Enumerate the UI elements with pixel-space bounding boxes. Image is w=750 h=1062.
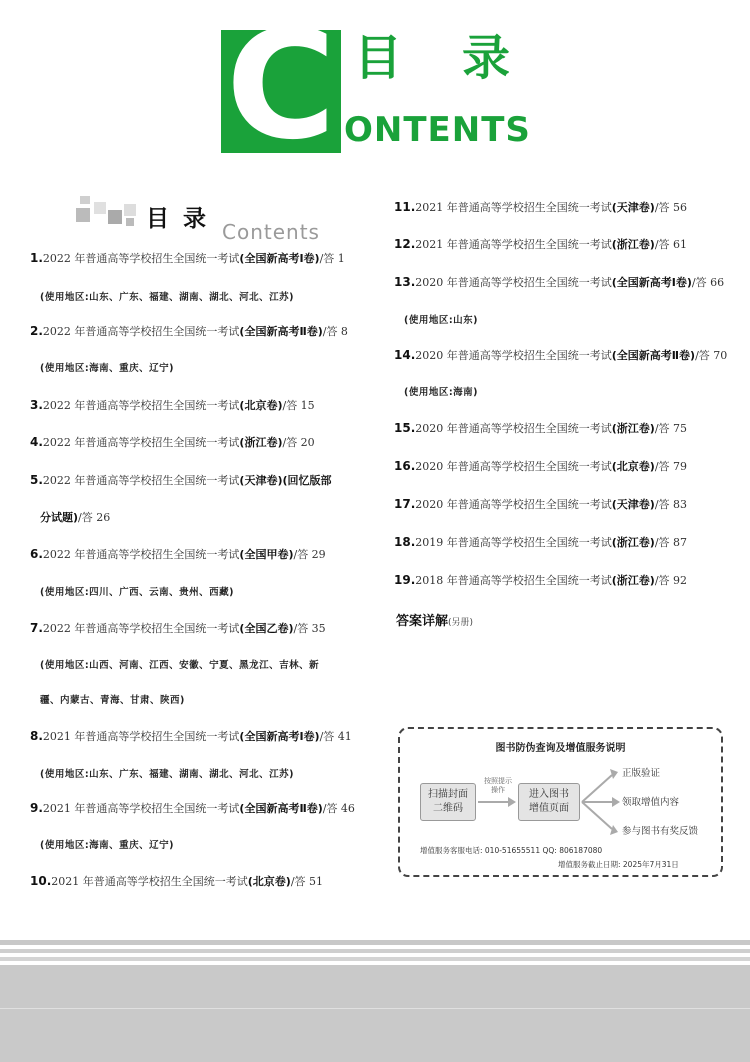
- toc-entry-6-region: (使用地区:四川、广西、云南、贵州、西藏): [40, 587, 234, 598]
- decor-square: [108, 210, 122, 224]
- toc-entry-12[interactable]: 12.2021 年普通高等学校招生全国统一考试(浙江卷)/答 61: [394, 237, 688, 251]
- option-genuine-check: 正版验证: [622, 768, 661, 779]
- toc-entry-7[interactable]: 7.2022 年普通高等学校招生全国统一考试(全国乙卷)/答 35: [30, 621, 326, 635]
- toc-entry-9-region: (使用地区:海南、重庆、辽宁): [40, 840, 174, 851]
- toc-entry-17[interactable]: 17.2020 年普通高等学校招生全国统一考试(天津卷)/答 83: [394, 497, 688, 511]
- contents-logo-letter: C: [225, 0, 337, 173]
- toc-entry-1[interactable]: 1.2022 年普通高等学校招生全国统一考试(全国新高考Ⅰ卷)/答 1: [30, 251, 345, 265]
- hint-label: 按照提示 操作: [484, 777, 512, 794]
- toc-entry-13[interactable]: 13.2020 年普通高等学校招生全国统一考试(全国新高考Ⅰ卷)/答 66: [394, 275, 725, 289]
- answers-note: 答案详解(另册): [396, 614, 474, 629]
- contents-cn-title: 目录: [354, 30, 571, 86]
- decor-square: [126, 218, 134, 226]
- toc-entry-19[interactable]: 19.2018 年普通高等学校招生全国统一考试(浙江卷)/答 92: [394, 573, 688, 587]
- toc-entry-1-region: (使用地区:山东、广东、福建、湖南、湖北、河北、江苏): [40, 292, 294, 303]
- toc-entry-2-region: (使用地区:海南、重庆、辽宁): [40, 363, 174, 374]
- toc-entry-18[interactable]: 18.2019 年普通高等学校招生全国统一考试(浙江卷)/答 87: [394, 535, 688, 549]
- toc-entry-15[interactable]: 15.2020 年普通高等学校招生全国统一考试(浙江卷)/答 75: [394, 421, 688, 435]
- toc-entry-11[interactable]: 11.2021 年普通高等学校招生全国统一考试(天津卷)/答 56: [394, 200, 688, 214]
- service-phone: 增值服务客服电话: 010-51655511 QQ: 806187080: [420, 846, 603, 855]
- option-feedback: 参与图书有奖反馈: [622, 826, 699, 837]
- toc-entry-10[interactable]: 10.2021 年普通高等学校招生全国统一考试(北京卷)/答 51: [30, 874, 324, 888]
- toc-entry-8-region: (使用地区:山东、广东、福建、湖南、湖北、河北、江苏): [40, 769, 294, 780]
- branch-arrows-icon: [580, 767, 620, 837]
- toc-entry-7-region: (使用地区:山西、河南、江西、安徽、宁夏、黑龙江、吉林、新: [40, 660, 320, 671]
- toc-entry-3[interactable]: 3.2022 年普通高等学校招生全国统一考试(北京卷)/答 15: [30, 398, 315, 412]
- footer-band: [0, 965, 750, 1062]
- arrow-right-icon: [476, 797, 516, 807]
- footer-stripe: [0, 940, 750, 945]
- toc-entry-9[interactable]: 9.2021 年普通高等学校招生全国统一考试(全国新高考Ⅱ卷)/答 46: [30, 801, 355, 815]
- option-claim-content: 领取增值内容: [622, 797, 680, 808]
- toc-entry-5[interactable]: 5.2022 年普通高等学校招生全国统一考试(天津卷)(回忆版部: [30, 473, 332, 487]
- toc-entry-5-cont[interactable]: 分试题)/答 26: [40, 511, 111, 524]
- contents-en-title: ONTENTS: [344, 110, 531, 150]
- toc-entry-4[interactable]: 4.2022 年普通高等学校招生全国统一考试(浙江卷)/答 20: [30, 435, 315, 449]
- toc-heading: [76, 196, 336, 246]
- enter-page-step: 进入图书 增值页面: [518, 783, 580, 821]
- toc-heading-en: Contents: [222, 220, 320, 244]
- toc-entry-16[interactable]: 16.2020 年普通高等学校招生全国统一考试(北京卷)/答 79: [394, 459, 688, 473]
- footer-stripe: [0, 949, 750, 953]
- service-deadline: 增值服务截止日期: 2025年7月31日: [558, 860, 679, 869]
- toc-entry-7-region-cont: 疆、内蒙古、青海、甘肃、陕西): [40, 695, 185, 706]
- decor-square: [76, 208, 90, 222]
- scan-qr-step: 扫描封面 二维码: [420, 783, 476, 821]
- toc-entry-2[interactable]: 2.2022 年普通高等学校招生全国统一考试(全国新高考Ⅱ卷)/答 8: [30, 324, 348, 338]
- footer-stripe: [0, 957, 750, 961]
- toc-entry-8[interactable]: 8.2021 年普通高等学校招生全国统一考试(全国新高考Ⅰ卷)/答 41: [30, 729, 352, 743]
- toc-heading-cn: 目录: [146, 206, 220, 232]
- toc-entry-13-region: (使用地区:山东): [404, 315, 478, 326]
- service-title: 图书防伪查询及增值服务说明: [495, 743, 626, 754]
- decor-square: [124, 204, 136, 216]
- toc-entry-14[interactable]: 14.2020 年普通高等学校招生全国统一考试(全国新高考Ⅱ卷)/答 70: [394, 348, 728, 362]
- value-added-service-box: [398, 727, 723, 877]
- toc-entry-14-region: (使用地区:海南): [404, 387, 478, 398]
- toc-entry-6[interactable]: 6.2022 年普通高等学校招生全国统一考试(全国甲卷)/答 29: [30, 547, 326, 561]
- footer-band-line: [0, 1008, 750, 1009]
- decor-square: [94, 202, 106, 214]
- decor-square: [80, 196, 90, 204]
